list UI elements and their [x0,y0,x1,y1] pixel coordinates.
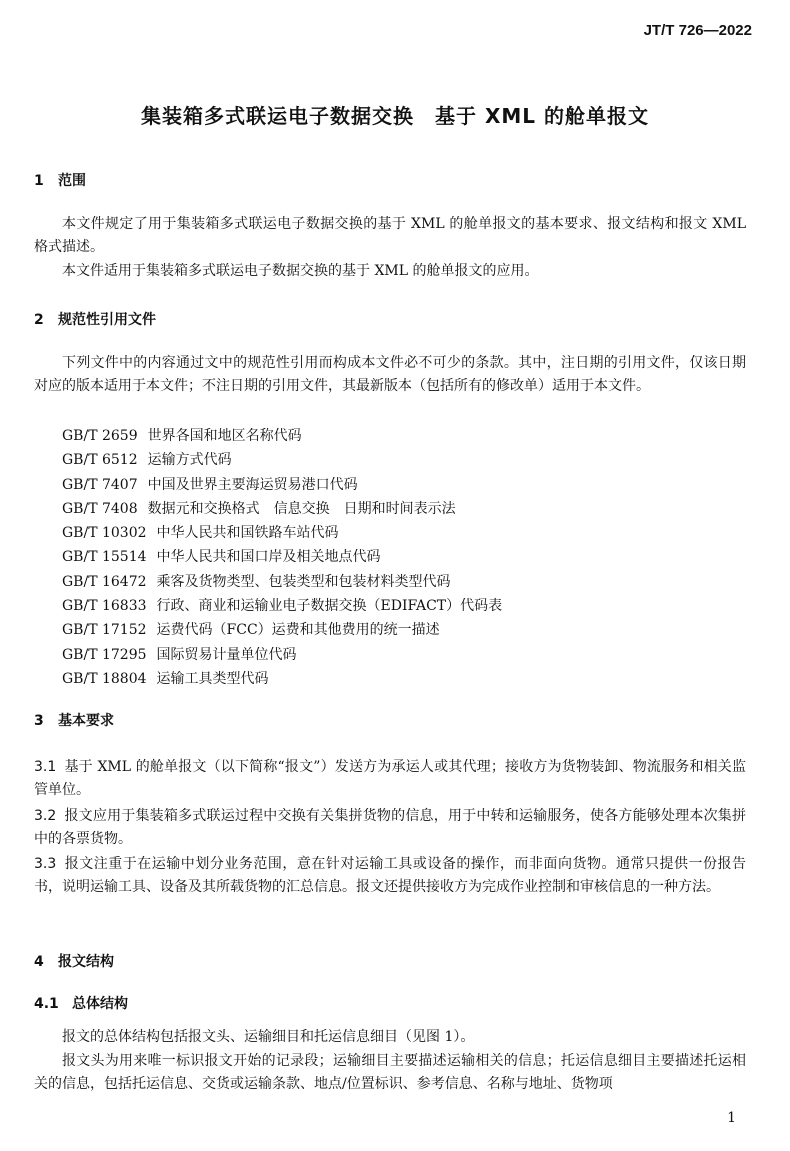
reference-item [62,545,502,569]
subsection-title: 总体结构 [72,996,128,1012]
reference-code: GB/T 6512 [62,452,138,469]
reference-item [62,618,502,642]
section-2-intro: 下列文件中的内容通过文中的规范性引用而构成本文件必不可少的条款。其中，注日期的引用文件，仅该日期对应的版本适用于本文件；不注日期的引用文件，其最新版本（包括所有的修改单）适用于本文件。 [34,355,746,394]
section-1-paragraph-1: 本文件规定了用于集装箱多式联运电子数据交换的基于 XML 的舱单报文的基本要求、报文结构和报文 XML 格式描述。 [34,216,746,255]
reference-name: 行政、商业和运输业电子数据交换（EDIFACT）代码表 [156,598,503,615]
reference-code: GB/T 16833 [62,598,147,615]
section-title: 基本要求 [58,713,114,729]
reference-item [62,473,502,497]
reference-name: 国际贸易计量单位代码 [156,646,297,663]
reference-list [62,424,502,691]
section-1-heading [34,170,86,190]
reference-item [62,594,502,618]
section-number: 4 [34,954,44,970]
reference-code: GB/T 10302 [62,525,147,542]
reference-name: 乘客及货物类型、包装类型和包装材料类型代码 [156,573,451,590]
reference-name: 中国及世界主要海运贸易港口代码 [147,476,358,493]
reference-code: GB/T 7407 [62,476,138,493]
reference-name: 中华人民共和国铁路车站代码 [156,525,339,542]
clause-text: 报文应用于集装箱多式联运过程中交换有关集拼货物的信息，用于中转和运输服务，使各方能够处理本次集拼中的各票货物。 [34,808,746,847]
clause-3-1 [34,756,746,802]
clause-3-3 [34,853,746,899]
section-number: 1 [34,173,44,189]
reference-code: GB/T 17152 [62,622,147,639]
reference-code: GB/T 7408 [62,500,138,517]
reference-item [62,570,502,594]
clause-text: 报文注重于在运输中划分业务范围，意在针对运输工具或设备的操作，而非面向货物。通常只提供一份报告书，说明运输工具、设备及其所载货物的汇总信息。报文还提供接收方为完成作业控制和审核信息的一种方法。 [34,856,746,895]
reference-code: GB/T 15514 [62,549,147,566]
reference-name: 运输工具类型代码 [156,670,269,687]
reference-item [62,521,502,545]
clause-number: 3.3 [34,856,57,872]
section-1-paragraph-2: 本文件适用于集装箱多式联运电子数据交换的基于 XML 的舱单报文的应用。 [62,263,539,279]
page-number: 1 [727,1110,736,1126]
reference-code: GB/T 17295 [62,646,147,663]
section-number: 3 [34,713,44,729]
page-title: 集装箱多式联运电子数据交换 基于 XML 的舱单报文 [141,104,649,128]
reference-name: 运费代码（FCC）运费和其他费用的统一描述 [156,622,440,639]
clause-3-2 [34,805,746,851]
reference-name: 数据元和交换格式 信息交换 日期和时间表示法 [147,500,456,517]
reference-name: 世界各国和地区名称代码 [147,428,302,444]
section-title: 报文结构 [58,954,114,970]
reference-item [62,643,502,667]
subsection-4-1-heading [34,993,128,1013]
clause-number: 3.2 [34,808,57,824]
clause-number: 3.1 [34,759,57,775]
section-3-heading [34,710,114,730]
reference-name: 运输方式代码 [147,452,232,469]
reference-item [62,497,502,521]
section-title: 规范性引用文件 [58,312,156,328]
standard-number: JT/T 726—2022 [643,22,752,39]
reference-item [62,667,502,691]
subsection-4-1-paragraph-2: 报文头为用来唯一标识报文开始的记录段；运输细目主要描述运输相关的信息；托运信息细目主要描述托运相关的信息，包括托运信息、交货或运输条款、地点/位置标识、参考信息、名称与地址、货物项 [34,1053,746,1092]
section-2-heading [34,309,156,329]
reference-code: GB/T 16472 [62,573,147,590]
reference-code: GB/T 2659 [62,428,138,444]
reference-name: 中华人民共和国口岸及相关地点代码 [156,549,381,566]
clause-text: 基于 XML 的舱单报文（以下简称“报文”）发送方为承运人或其代理；接收方为货物装卸、物流服务和相关监管单位。 [34,759,746,798]
reference-item [62,448,502,472]
section-4-heading [34,951,114,971]
subsection-number: 4.1 [34,996,59,1012]
reference-item [62,424,502,448]
subsection-4-1-paragraph-1: 报文的总体结构包括报文头、运输细目和托运信息细目（见图 1）。 [62,1029,475,1045]
reference-code: GB/T 18804 [62,670,147,687]
section-title: 范围 [58,173,86,189]
section-number: 2 [34,312,44,328]
